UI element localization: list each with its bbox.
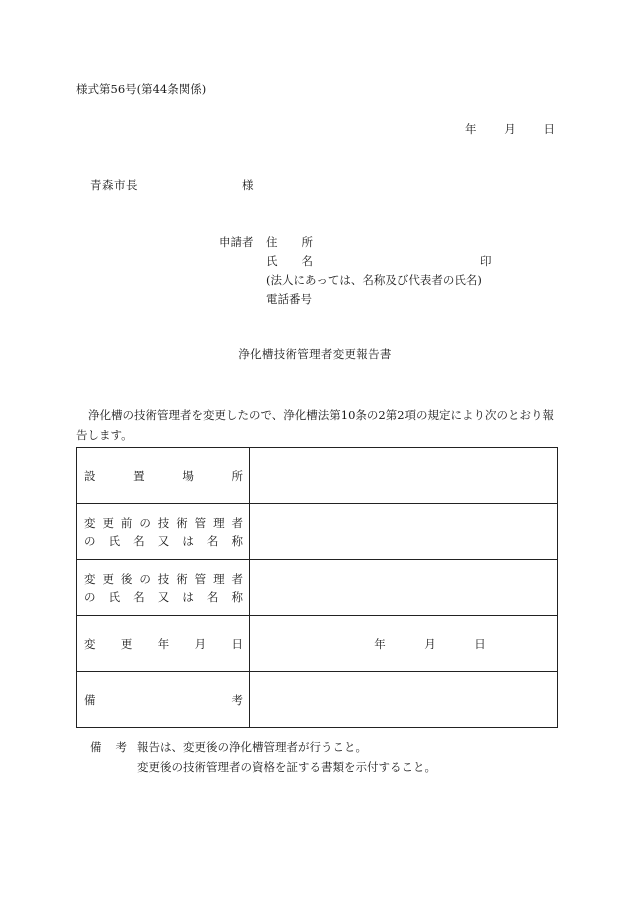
label-char: 称 [231,589,243,604]
label-char: 技 [157,515,170,530]
submission-date [465,124,555,136]
new-manager-label-line2 [84,588,243,606]
label-char: 後 [120,571,133,586]
date-month-label: 月 [504,122,516,136]
change-date-label [77,636,249,652]
label-char: 名 [206,533,219,548]
label-char: 者 [231,515,243,530]
label-char: 又 [157,533,170,548]
label-char: の [139,515,151,530]
addressee-honorific: 様 [242,178,254,192]
footnote-label [90,742,141,754]
new-manager-label-line1 [84,570,243,588]
label-char: 管 [194,515,207,530]
address-char-2: 所 [301,235,313,249]
previous-manager-label-line1 [84,514,243,532]
location-label-cell [77,448,250,504]
row-location [77,448,558,504]
document-title: 浄化槽技術管理者変更報告書 [238,347,392,361]
date-year-label: 年 [465,122,477,136]
label-char: 変 [84,636,96,651]
label-char: 年 [157,636,170,651]
new-manager-value-cell[interactable] [250,560,558,616]
label-char: 設 [84,468,96,483]
applicant-address-label [266,237,313,249]
label-char: は [182,533,194,548]
change-month-label: 月 [424,636,436,651]
location-label [77,468,249,484]
name-char-1: 氏 [266,254,278,268]
label-char: 前 [120,515,133,530]
label-char: 月 [194,636,207,651]
label-char: 所 [231,468,243,483]
footnote-char: 考 [115,740,127,754]
label-char: は [182,589,194,604]
label-char: 更 [120,636,133,651]
label-char: 名 [133,533,145,548]
applicant-phone-label: 電話番号 [266,292,312,306]
label-char: 称 [231,533,243,548]
previous-manager-label-line2 [84,532,243,550]
report-statement: 浄化槽の技術管理者を変更したので、浄化槽法第10条の2第2項の規定により次のとおり報告します。 [76,408,555,442]
location-value-cell[interactable] [250,448,558,504]
row-previous-manager [77,504,558,560]
label-char: 日 [231,636,243,651]
form-number: 様式第56号(第44条関係) [76,82,207,96]
change-date-label-cell [77,616,250,672]
label-char: 又 [157,589,170,604]
label-char: 術 [176,571,188,586]
date-day-label: 日 [543,122,555,136]
address-char-1: 住 [266,235,278,249]
label-char: 理 [213,515,225,530]
label-char: 更 [102,515,114,530]
label-char: 置 [133,468,145,483]
remarks-label-cell [77,672,250,728]
label-char: 術 [176,515,188,530]
previous-manager-value-cell[interactable] [250,504,558,560]
applicant-label: 申請者 [219,235,254,249]
label-char: 管 [194,571,207,586]
applicant-corporate-note: (法人にあっては、名称及び代表者の氏名) [266,273,482,287]
label-char: の [84,589,96,604]
remarks-value-cell[interactable] [250,672,558,728]
footnote-char: 備 [90,740,102,754]
footnote-line-2: 変更後の技術管理者の資格を証する書類を示付すること。 [137,760,436,774]
change-day-label: 日 [474,636,486,651]
remarks-label [77,692,249,708]
name-char-2: 名 [301,254,313,268]
applicant-name-label [266,256,313,268]
label-char: 名 [206,589,219,604]
label-char: 氏 [108,589,121,604]
label-char: 変 [84,571,96,586]
seal-mark: 印 [480,254,492,268]
label-char: 名 [133,589,145,604]
label-char: の [139,571,151,586]
label-char: 氏 [108,533,121,548]
label-char: 理 [213,571,225,586]
new-manager-label-cell [77,560,250,616]
row-remarks [77,672,558,728]
label-char: 者 [231,571,243,586]
label-char: 変 [84,515,96,530]
change-year-label: 年 [374,636,386,651]
label-char: 更 [102,571,114,586]
label-char: 考 [231,692,243,707]
addressee-title: 青森市長 [90,178,138,192]
previous-manager-label-cell [77,504,250,560]
label-char: 技 [157,571,170,586]
row-change-date [77,616,558,672]
label-char: 場 [182,468,194,483]
label-char: 備 [84,692,96,707]
row-new-manager [77,560,558,616]
footnote-line-1: 報告は、変更後の浄化槽管理者が行うこと。 [137,740,367,754]
report-table [76,447,558,728]
change-date-value-cell[interactable] [250,616,558,672]
label-char: の [84,533,96,548]
